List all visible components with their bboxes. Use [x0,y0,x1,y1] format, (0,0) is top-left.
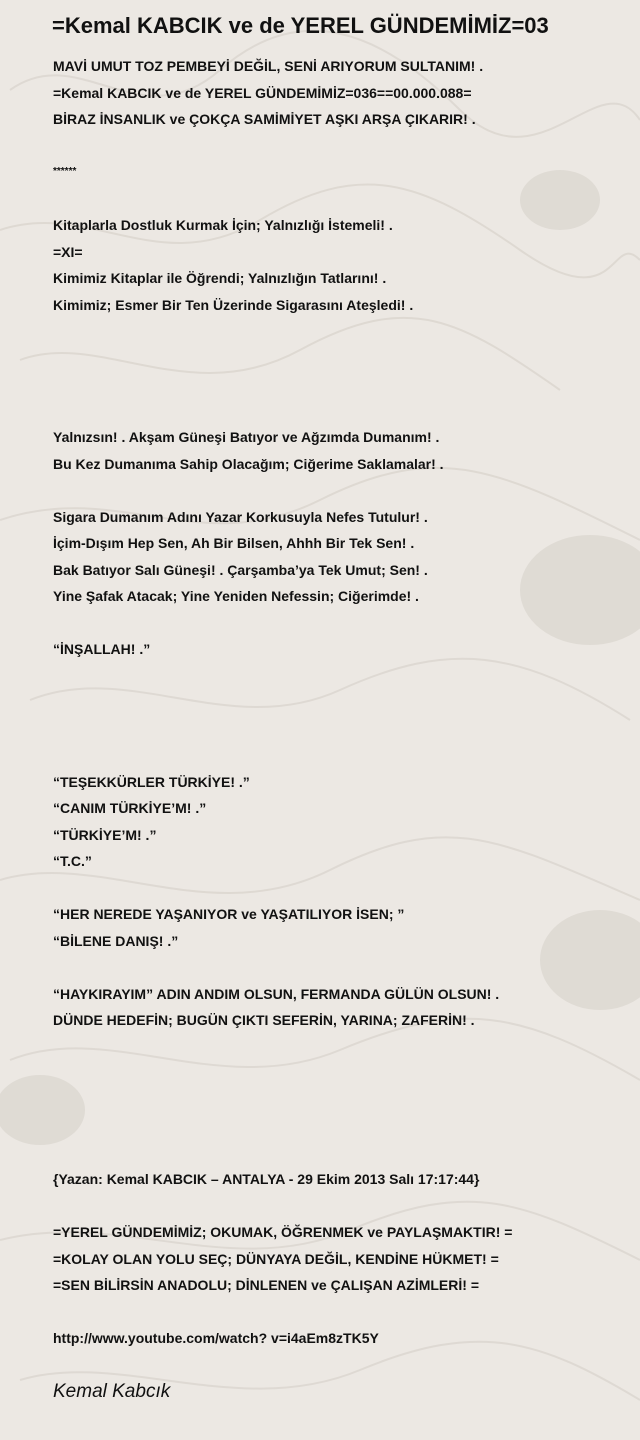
poem-line: Yalnızsın! . Akşam Güneşi Batıyor ve Ağzımda Dumanım! . [53,429,440,445]
poem-line: Yine Şafak Atacak; Yine Yeniden Nefessin; Ciğerimde! . [53,588,419,604]
youtube-link[interactable]: http://www.youtube.com/watch? v=i4aEm8zTK5Y [53,1330,379,1346]
article-body [53,53,633,1352]
poem-line: İçim-Dışım Hep Sen, Ah Bir Bilsen, Ahhh Bir Tek Sen! . [53,535,415,551]
intro-line: =Kemal KABCIK ve de YEREL GÜNDEMİMİZ=036==00.000.088= [53,84,472,101]
byline: {Yazan: Kemal KABCIK – ANTALYA - 29 Ekim 2013 Salı 17:17:44} [53,1171,480,1187]
poem-line: =XI= [53,243,83,260]
poem-line: “TÜRKİYE’M! .” [53,826,157,843]
poem-line: Sigara Dumanım Adını Yazar Korkusuyla Nefes Tutulur! . [53,508,428,525]
poem-line: “TEŞEKKÜRLER TÜRKİYE! .” [53,773,250,790]
intro-line: BİRAZ İNSANLIK ve ÇOKÇA SAMİMİYET AŞKI ARŞA ÇIKARIR! . [53,111,476,127]
poem-line: “CANIM TÜRKİYE’M! .” [53,800,207,816]
motto-line: =YEREL GÜNDEMİMİZ; OKUMAK, ÖĞRENMEK ve PAYLAŞMAKTIR! = [53,1224,513,1240]
motto-line: =KOLAY OLAN YOLU SEÇ; DÜNYAYA DEĞİL, KENDİNE HÜKMET! = [53,1250,499,1267]
signature: Kemal Kabcık [53,1381,171,1402]
poem-line: DÜNDE HEDEFİN; BUGÜN ÇIKTI SEFERİN, YARINA; ZAFERİN! . [53,1012,475,1028]
poem-line: “T.C.” [53,853,92,869]
poem-line: “HER NEREDE YAŞANIYOR ve YAŞATILIYOR İSEN; ” [53,906,405,922]
motto-line: =SEN BİLİRSİN ANADOLU; DİNLENEN ve ÇALIŞAN AZİMLERİ! = [53,1277,479,1293]
poem-line: “BİLENE DANIŞ! .” [53,932,179,949]
poem-line: Kimimiz Kitaplar ile Öğrendi; Yalnızlığın Tatlarını! . [53,270,387,286]
poem-line: Kimimiz; Esmer Bir Ten Üzerinde Sigarasını Ateşledi! . [53,296,414,313]
intro-line: MAVİ UMUT TOZ PEMBEYİ DEĞİL, SENİ ARIYORUM SULTANIM! . [53,58,484,74]
poem-line: “İNŞALLAH! .” [53,641,151,657]
poem-line: “HAYKIRAYIM” ADIN ANDIM OLSUN, FERMANDA GÜLÜN OLSUN! . [53,985,500,1002]
page-title: =Kemal KABCIK ve de YEREL GÜNDEMİMİZ=03 [52,13,549,38]
separator: ****** [53,166,77,177]
poem-line: Bak Batıyor Salı Güneşi! . Çarşamba’ya Tek Umut; Sen! . [53,561,428,578]
poem-line: Kitaplarla Dostluk Kurmak İçin; Yalnızlığı İstemeli! . [53,217,393,233]
poem-line: Bu Kez Dumanıma Sahip Olacağım; Ciğerime Saklamalar! . [53,455,444,472]
